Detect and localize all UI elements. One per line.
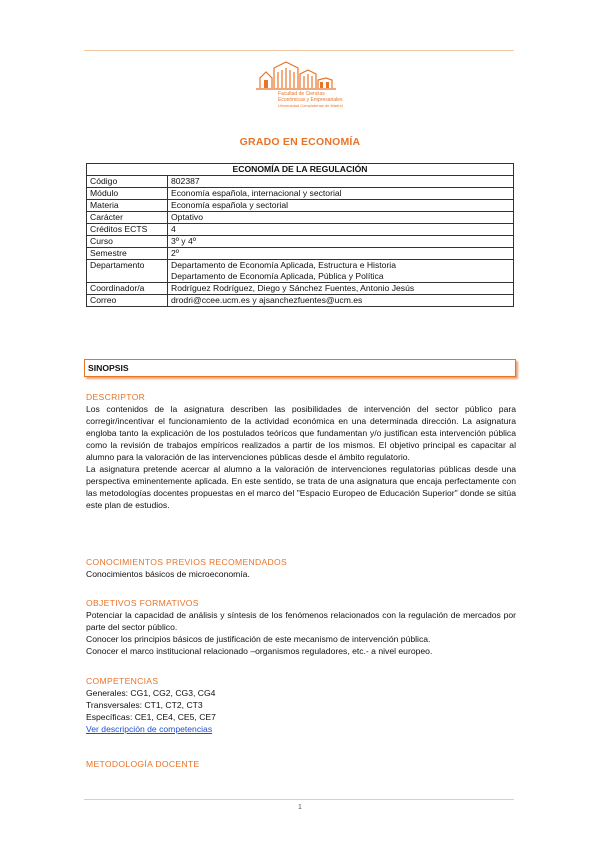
table-row xyxy=(87,224,514,236)
previos-heading: CONOCIMIENTOS PREVIOS RECOMENDADOS xyxy=(86,557,288,567)
descriptor-paragraph-1: Los contenidos de la asignatura describen las posibilidades de intervención del sector público para corregir/incentivar el funcionamiento de la actividad económica en una determinada dirección. La asignatura engloba tanto la explicación de los postulados teóricos que fundamentan y/o justifican esta intervención pública como la revisión de trabajos empíricos realizados a partir de los mismos. El objetivo principal es capacitar al alumno para la valoración de las intervenciones públicas desde el ámbito regulatorio. xyxy=(86,404,516,462)
row-key: Módulo xyxy=(87,188,168,200)
row-key: Código xyxy=(87,176,168,188)
table-row-department xyxy=(87,260,514,283)
previos-text: Conocimientos básicos de microeconomía. xyxy=(86,569,250,579)
objetivos-line-1: Potenciar la capacidad de análisis y síntesis de los fenómenos relacionados con la regulación de mercados por parte del sector público. xyxy=(86,610,516,632)
table-title-row xyxy=(87,164,514,176)
row-key: Créditos ECTS xyxy=(87,224,168,236)
row-value: 2º xyxy=(168,248,514,260)
course-title: ECONOMÍA DE LA REGULACIÓN xyxy=(87,164,514,176)
table-row xyxy=(87,176,514,188)
table-row-coordinator xyxy=(87,283,514,295)
row-value: Economía española y sectorial xyxy=(168,200,514,212)
row-key: Curso xyxy=(87,236,168,248)
competencias-heading: COMPETENCIAS xyxy=(86,676,159,686)
row-value: 3º y 4º xyxy=(168,236,514,248)
department-2: Departamento de Economía Aplicada, Pública y Política xyxy=(171,271,384,281)
row-key: Correo xyxy=(87,295,168,307)
competencias-link[interactable]: Ver descripción de competencias xyxy=(86,724,213,734)
competencias-section xyxy=(86,676,516,735)
top-rule xyxy=(84,50,514,51)
logo-line-1: Facultad de Ciencias xyxy=(278,91,325,97)
row-key: Semestre xyxy=(87,248,168,260)
page-number: 1 xyxy=(298,804,302,811)
course-info-table xyxy=(86,163,514,307)
logo-line-2: Económicas y Empresariales xyxy=(278,97,343,103)
department-1: Departamento de Economía Aplicada, Estructura e Historia xyxy=(171,260,396,270)
descriptor-paragraph-2: La asignatura pretende acercar al alumno a la valoración de intervenciones regulatorias públicas desde una perspectiva eminentemente aplicada. En este sentido, se trata de una asignatura que encaja perfectamente con las metodologías docentes propuestas en el marco del "Espacio Europeo de Educación Superior" donde se sitúa este plan de estudios. xyxy=(86,464,516,510)
table-row xyxy=(87,248,514,260)
row-key: Departamento xyxy=(87,260,168,283)
row-value: Optativo xyxy=(168,212,514,224)
table-row xyxy=(87,188,514,200)
table-row-email xyxy=(87,295,514,307)
row-value: Economía española, internacional y sectorial xyxy=(168,188,514,200)
metodologia-section xyxy=(86,759,516,770)
row-value: 4 xyxy=(168,224,514,236)
competencias-especificas: Específicas: CE1, CE4, CE5, CE7 xyxy=(86,712,216,722)
row-key: Carácter xyxy=(87,212,168,224)
table-row xyxy=(87,212,514,224)
degree-title: GRADO EN ECONOMÍA xyxy=(239,136,361,148)
row-value xyxy=(168,260,514,283)
objetivos-heading: OBJETIVOS FORMATIVOS xyxy=(86,598,199,608)
objetivos-line-3: Conocer el marco institucional relacionado –organismos reguladores, etc.- a nivel europeo. xyxy=(86,646,433,656)
descriptor-heading: DESCRIPTOR xyxy=(86,392,146,402)
row-value: Rodríguez Rodríguez, Diego y Sánchez Fuentes, Antonio Jesús xyxy=(168,283,514,295)
table-row xyxy=(87,200,514,212)
row-key: Materia xyxy=(87,200,168,212)
previos-section xyxy=(86,557,516,580)
sinopsis-label: SINOPSIS xyxy=(88,363,129,373)
row-key: Coordinador/a xyxy=(87,283,168,295)
row-value: 802387 xyxy=(168,176,514,188)
row-value: drodri@ccee.ucm.es y ajsanchezfuentes@ucm.es xyxy=(168,295,514,307)
objetivos-section xyxy=(86,598,516,657)
competencias-generales: Generales: CG1, CG2, CG3, CG4 xyxy=(86,688,216,698)
descriptor-section xyxy=(86,392,516,511)
logo-line-3: Universidad Complutense de Madrid xyxy=(278,103,343,108)
competencias-transversales: Transversales: CT1, CT2, CT3 xyxy=(86,700,203,710)
objetivos-line-2: Conocer los principios básicos de justificación de este mecanismo de intervención pública. xyxy=(86,634,431,644)
table-row xyxy=(87,236,514,248)
faculty-logo xyxy=(252,58,344,118)
sinopsis-box xyxy=(84,359,516,377)
bottom-rule xyxy=(84,799,514,800)
metodologia-heading: METODOLOGÍA DOCENTE xyxy=(86,759,200,769)
